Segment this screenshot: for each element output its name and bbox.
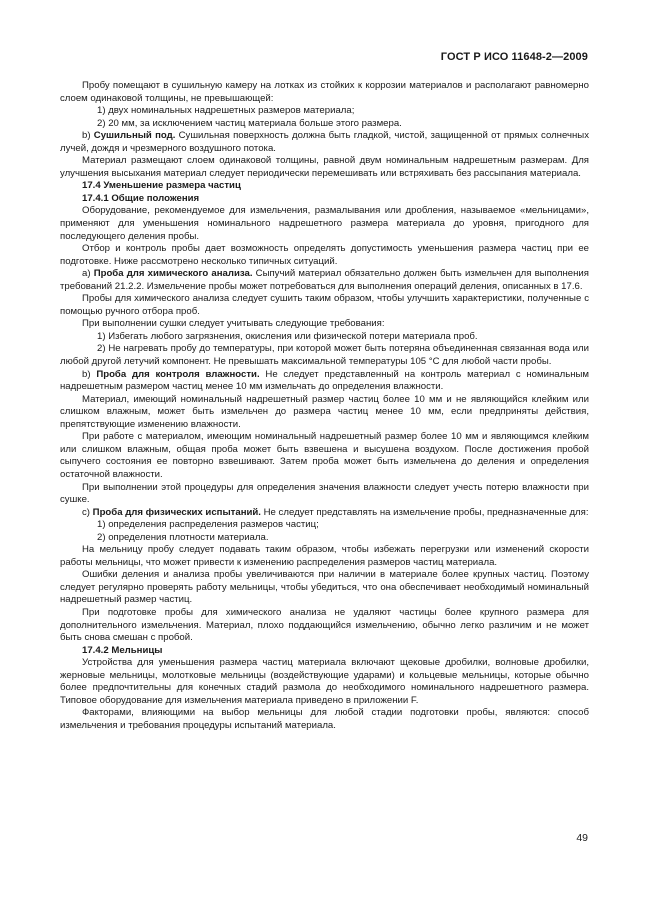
paragraph-text: 1) двух номинальных надрешетных размеров материала; bbox=[97, 105, 355, 117]
paragraph bbox=[60, 105, 589, 118]
paragraph-text: 2) 20 мм, за исключением частиц материала больше этого размера. bbox=[97, 117, 402, 129]
paragraph bbox=[60, 268, 589, 293]
paragraph bbox=[60, 657, 589, 707]
page-number: 49 bbox=[576, 832, 588, 844]
paragraph bbox=[60, 118, 589, 131]
list-marker: a) bbox=[82, 268, 94, 280]
bold-term: Проба для контроля влажности. bbox=[96, 368, 260, 380]
paragraph bbox=[60, 243, 589, 268]
paragraph-text: На мельницу пробу следует подавать таким образом, чтобы избежать перегрузки или изменений скорости работы мельницы, что может привести к изменению распределения размеров частиц материала. bbox=[60, 544, 589, 568]
paragraph-text: Не следует представлять на измельчение пробы, предназначенные для: bbox=[260, 506, 589, 518]
bold-term: Проба для физических испытаний. bbox=[92, 506, 261, 518]
section-heading bbox=[60, 645, 589, 658]
paragraph bbox=[60, 369, 589, 394]
list-marker: b) bbox=[82, 130, 94, 142]
paragraph-text: Пробу помещают в сушильную камеру на лотках из стойких к коррозии материалов и располагают равномерно слоем одинаковой толщины, не превышающей: bbox=[60, 80, 589, 104]
paragraph bbox=[60, 205, 589, 243]
paragraph bbox=[60, 707, 589, 732]
paragraph-text: При выполнении этой процедуры для определения значения влажности следует учесть потерю влажности при сушке. bbox=[60, 481, 589, 506]
paragraph-text: Оборудование, рекомендуемое для измельчения, размалывания или дробления, называемое «мельницами», применяют для уменьшения номинального надрешетного размера материала до уровня, пригодного для последующего деления пробы. bbox=[60, 205, 589, 242]
paragraph bbox=[60, 569, 589, 607]
paragraph-text: Отбор и контроль пробы дает возможность определять допустимость уменьшения размера частиц при ее подготовке. Ниже рассмотрено несколько типичных ситуаций. bbox=[60, 243, 589, 267]
bold-term: Проба для химического анализа. bbox=[93, 268, 253, 280]
paragraph-text: 2) определения плотности материала. bbox=[97, 531, 269, 543]
bold-term: 17.4 Уменьшение размера частиц bbox=[82, 180, 241, 192]
list-marker: b) bbox=[82, 368, 97, 380]
paragraph bbox=[60, 130, 589, 155]
paragraph bbox=[60, 155, 589, 180]
paragraph bbox=[60, 544, 589, 569]
paragraph bbox=[60, 80, 589, 105]
paragraph bbox=[60, 607, 589, 645]
paragraph bbox=[60, 318, 589, 331]
paragraph-text: Сушильная поверхность должна быть гладкой, чистой, защищенной от прямых солнечных лучей, дождя и чрезмерного воздушного потока. bbox=[60, 130, 589, 154]
paragraph-text: При подготовке пробы для химического анализа не удаляют частицы более крупного размера для дополнительного измельчения. Материал, плохо поддающийся измельчению, обычно легко различим и не может быть снова смешан с пробой. bbox=[60, 606, 589, 644]
bold-term: 17.4.1 Общие положения bbox=[82, 192, 200, 204]
page-body bbox=[60, 80, 589, 732]
bold-term: 17.4.2 Мельницы bbox=[82, 644, 163, 656]
paragraph bbox=[60, 431, 589, 481]
paragraph bbox=[60, 331, 589, 344]
paragraph-text: Не следует представленный на контроль материал с номинальным надрешетным размером частиц менее 10 мм измельчать до определения влажности. bbox=[60, 368, 589, 393]
paragraph-text: Материал размещают слоем одинаковой толщины, равной двум номинальным надрешетным размерам. Для улучшения высыхания материал следует периодически перемешивать или встряхивать без рассыпания материала. bbox=[60, 155, 589, 179]
section-heading bbox=[60, 180, 589, 193]
paragraph-text: 1) Избегать любого загрязнения, окисления или физической потери материала проб. bbox=[97, 330, 478, 342]
paragraph bbox=[60, 532, 589, 545]
section-heading bbox=[60, 193, 589, 206]
paragraph bbox=[60, 507, 589, 520]
paragraph-text: При работе с материалом, имеющим номинальный надрешетный размер более 10 мм и являющимся клейким или слишком влажным, общая проба может быть взвешена и высушена воздухом. После достижения пробой сыпучего состояния ее повторно взвешивают. Затем проба может быть измельчена до деления и определения остаточной влажности. bbox=[60, 431, 589, 480]
paragraph bbox=[60, 343, 589, 368]
paragraph-text: Сыпучий материал обязательно должен быть измельчен для выполнения требований 21.2.2. Измельчение пробы может потребоваться для выполнения операций деления, описанных в 17.6. bbox=[60, 268, 589, 292]
paragraph-text: Факторами, влияющими на выбор мельницы для любой стадии подготовки пробы, являются: способ измельчения и требования процедуры испытаний материала. bbox=[60, 707, 589, 731]
page-header-title: ГОСТ Р ИСО 11648-2—2009 bbox=[440, 51, 588, 63]
paragraph-text: Устройства для уменьшения размера частиц материала включают щековые дробилки, волновые дробилки, жерновые мельницы, молотковые мельницы (воздействующие ударами) и кольцевые мельницы, которые обычно более предпочтительны для конечных стадий размола до необходимого номинального надрешетного размера. Типовое оборудование для измельчения материала приведено в приложении F. bbox=[60, 657, 589, 706]
paragraph-text: При выполнении сушки следует учитывать следующие требования: bbox=[82, 318, 385, 330]
paragraph-text: 2) Не нагревать пробу до температуры, при которой может быть потеряна объединенная связанная вода или любой другой летучий компонент. Не превышать максимальной температуры 105 °С для любой части пробы. bbox=[60, 343, 589, 368]
paragraph bbox=[60, 394, 589, 432]
paragraph bbox=[60, 293, 589, 318]
paragraph-text: 1) определения распределения размеров частиц; bbox=[97, 519, 319, 531]
paragraph-text: Ошибки деления и анализа пробы увеличиваются при наличии в материале более крупных частиц. Поэтому следует регулярно проверять работу мельницы, чтобы убедиться, что она обеспечивает необходимый номинальный надрешетный размер частиц. bbox=[60, 569, 589, 606]
paragraph bbox=[60, 482, 589, 507]
list-marker: c) bbox=[82, 506, 93, 518]
paragraph bbox=[60, 519, 589, 532]
paragraph-text: Пробы для химического анализа следует сушить таким образом, чтобы улучшить характеристики, полученные с помощью ручного отбора проб. bbox=[60, 293, 589, 317]
bold-term: Сушильный под. bbox=[93, 130, 176, 142]
paragraph-text: Материал, имеющий номинальный надрешетный размер частиц более 10 мм и не являющийся клейким или слишком влажным, может быть измельчен до размера частиц менее 10 мм, если предприняты действия, препятствующие изменению влажности. bbox=[60, 393, 589, 430]
